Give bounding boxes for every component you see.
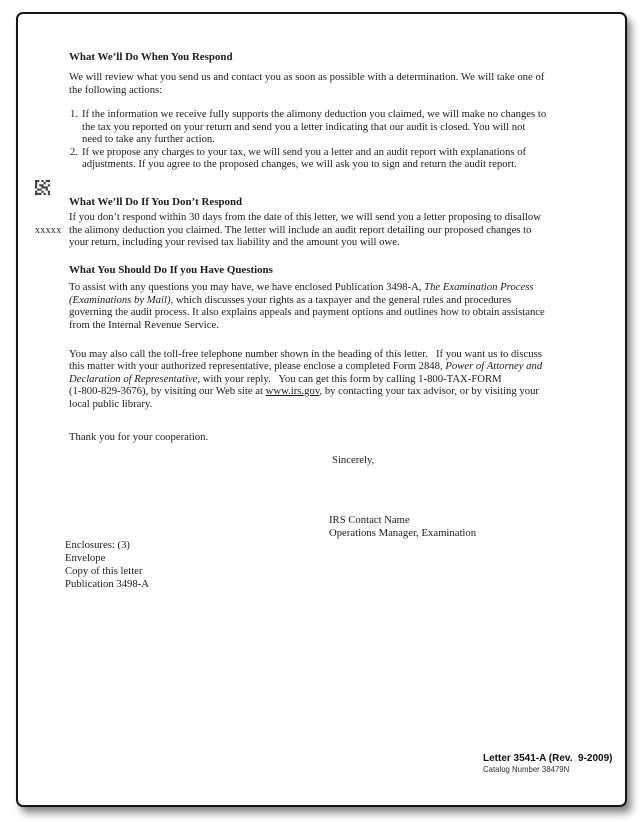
list-item-text: If the information we receive fully supports the alimony deduction you claimed, we will make no changes to the tax you reported on your return and send you a letter indicating that our audit is closed. You will not need to take any further action. <box>82 108 547 145</box>
catalog-number: Catalog Number 38479N <box>483 765 570 774</box>
section-respond-heading: What We’ll Do When You Respond <box>69 51 233 63</box>
action-list <box>69 108 609 171</box>
sincerely-line: Sincerely, <box>332 454 375 466</box>
signature-block <box>329 514 476 540</box>
list-item-text: If we propose any charges to your tax, we will send you a letter and an audit report with explanations of adjustments. If you agree to the proposed changes, we will ask you to sign and return the audit report. <box>82 145 527 170</box>
signer-title: Operations Manager, Examination <box>329 527 477 539</box>
section-no-respond-heading: What We’ll Do If You Don’t Respond <box>69 195 243 208</box>
section-questions-paragraph-1: To assist with any questions you may have, we have enclosed Publication 3498-A, The Examination Process (Examinations by Mail), which discusses your rights as a taxpayer and the general rules and procedures governing the audit process. It also explains appeals and payment options and outlines how to obtain assistance from the Internal Revenue Service. <box>69 281 545 331</box>
enclosures-list: Enclosures: (3) Envelope Copy of this letter Publication 3498-A <box>65 539 150 590</box>
list-item-marker: 1. <box>70 108 79 120</box>
list-item <box>70 108 609 146</box>
section-no-respond-paragraph: If you don’t respond within 30 days from the date of this letter, we will send you a letter proposing to disallow the alimony deduction you claimed. The letter will include an audit report detailing our proposed changes to your return, including your revised tax liability and the amount you will owe. <box>69 211 541 248</box>
section-respond-paragraph: We will review what you send us and contact you as soon as possible with a determination. We will take one of the following actions: <box>69 71 545 96</box>
list-item-marker: 2. <box>70 145 79 158</box>
signer-name: IRS Contact Name <box>329 514 410 526</box>
footer-block <box>483 753 613 774</box>
section-questions-paragraph-2: You may also call the toll-free telephone number shown in the heading of this letter. If you want us to discuss this matter with your authorized representative, please enclose a completed Form 2848, Power of Attorney and Declaration of Representative, with your reply. You can get this form by calling 1-800-TAX-FORM (1-800-829-3676), by visiting our Web site at www.irs.gov, by contacting your tax advisor, or by visiting your local public library. <box>69 347 543 410</box>
thank-you-line: Thank you for your cooperation. <box>69 430 209 443</box>
datamatrix-barcode-icon <box>35 180 50 195</box>
list-item <box>70 146 609 171</box>
letter-body <box>69 51 609 443</box>
margin-note-xxxxx: xxxxx <box>35 225 62 236</box>
letter-number: Letter 3541-A (Rev. 9-2009) <box>483 753 613 764</box>
section-questions-heading: What You Should Do If you Have Questions <box>69 263 273 276</box>
letter-page <box>16 12 627 807</box>
